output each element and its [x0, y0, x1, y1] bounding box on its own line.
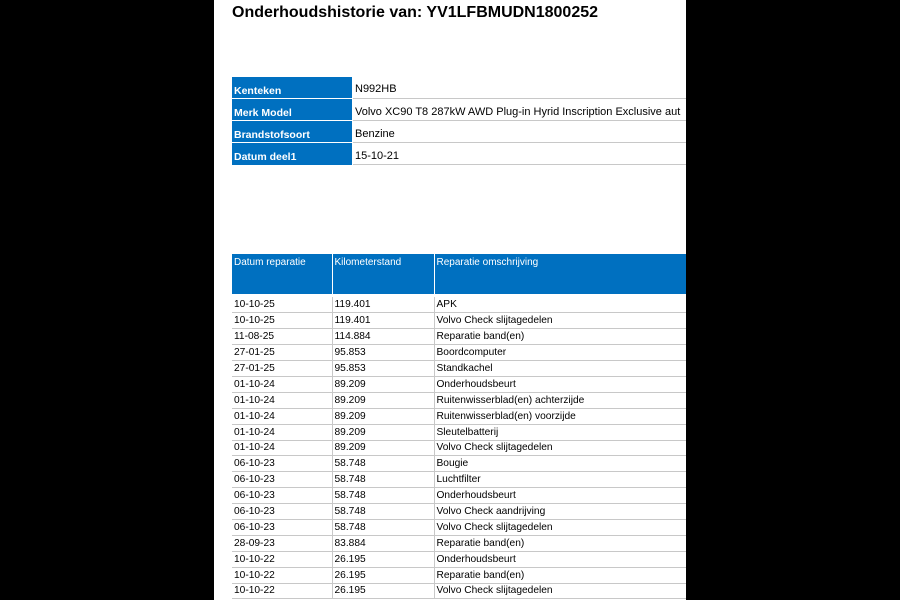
row-date: 10-10-22	[232, 567, 332, 583]
row-mileage: 58.748	[332, 519, 434, 535]
row-mileage: 83.884	[332, 535, 434, 551]
row-mileage: 58.748	[332, 456, 434, 472]
table-row	[232, 297, 686, 313]
table-row	[232, 551, 686, 567]
table-row	[232, 329, 686, 345]
vehicle-info-row	[232, 77, 686, 99]
row-date: 06-10-23	[232, 456, 332, 472]
row-mileage: 95.853	[332, 345, 434, 361]
table-row	[232, 440, 686, 456]
row-date: 06-10-23	[232, 472, 332, 488]
table-row	[232, 345, 686, 361]
row-mileage: 26.195	[332, 583, 434, 599]
row-date: 27-01-25	[232, 345, 332, 361]
row-mileage: 26.195	[332, 567, 434, 583]
row-date: 27-01-25	[232, 361, 332, 377]
row-description: Onderhoudsbeurt	[434, 376, 686, 392]
row-date: 01-10-24	[232, 424, 332, 440]
vehicle-info-label: Merk Model	[232, 99, 353, 121]
row-mileage: 89.209	[332, 392, 434, 408]
table-row	[232, 392, 686, 408]
vehicle-info-label: Kenteken	[232, 77, 353, 99]
row-mileage: 26.195	[332, 551, 434, 567]
row-date: 06-10-23	[232, 488, 332, 504]
row-description: Volvo Check slijtagedelen	[434, 313, 686, 329]
row-mileage: 58.748	[332, 488, 434, 504]
column-header-date: Datum reparatie	[232, 254, 332, 294]
page-title: Onderhoudshistorie van: YV1LFBMUDN1800252	[232, 4, 599, 21]
vehicle-info-row	[232, 143, 686, 165]
vehicle-info-label: Datum deel1	[232, 143, 353, 165]
row-description: Volvo Check aandrijving	[434, 504, 686, 520]
table-row	[232, 424, 686, 440]
row-description: Volvo Check slijtagedelen	[434, 440, 686, 456]
vehicle-info-row	[232, 121, 686, 143]
vehicle-info-label: Brandstofsoort	[232, 121, 353, 143]
table-row	[232, 408, 686, 424]
row-date: 11-08-25	[232, 329, 332, 345]
row-description: APK	[434, 297, 686, 313]
row-mileage: 95.853	[332, 361, 434, 377]
table-row	[232, 535, 686, 551]
table-row	[232, 313, 686, 329]
table-row	[232, 567, 686, 583]
row-date: 10-10-22	[232, 551, 332, 567]
row-mileage: 58.748	[332, 472, 434, 488]
row-mileage: 89.209	[332, 376, 434, 392]
row-description: Luchtfilter	[434, 472, 686, 488]
row-description: Bougie	[434, 456, 686, 472]
row-mileage: 119.401	[332, 313, 434, 329]
row-mileage: 114.884	[332, 329, 434, 345]
row-date: 01-10-24	[232, 392, 332, 408]
row-description: Ruitenwisserblad(en) achterzijde	[434, 392, 686, 408]
maintenance-history-table	[232, 254, 686, 599]
table-header-row	[232, 254, 686, 294]
row-description: Boordcomputer	[434, 345, 686, 361]
table-row	[232, 456, 686, 472]
row-mileage: 119.401	[332, 297, 434, 313]
row-description: Volvo Check slijtagedelen	[434, 519, 686, 535]
table-row	[232, 583, 686, 599]
row-date: 06-10-23	[232, 519, 332, 535]
table-row	[232, 504, 686, 520]
vehicle-info-value: Benzine	[353, 121, 687, 143]
table-row	[232, 376, 686, 392]
row-description: Reparatie band(en)	[434, 329, 686, 345]
row-description: Sleutelbatterij	[434, 424, 686, 440]
row-mileage: 58.748	[332, 504, 434, 520]
vehicle-info-value: Volvo XC90 T8 287kW AWD Plug-in Hyrid Inscription Exclusive aut	[353, 99, 687, 121]
vehicle-info-value: 15-10-21	[353, 143, 687, 165]
row-description: Reparatie band(en)	[434, 535, 686, 551]
row-description: Onderhoudsbeurt	[434, 551, 686, 567]
table-row	[232, 488, 686, 504]
column-header-mileage: Kilometerstand	[332, 254, 434, 294]
row-date: 06-10-23	[232, 504, 332, 520]
row-date: 01-10-24	[232, 440, 332, 456]
vehicle-info-table	[232, 76, 686, 165]
row-date: 01-10-24	[232, 376, 332, 392]
vehicle-info-row	[232, 99, 686, 121]
row-date: 10-10-25	[232, 313, 332, 329]
vehicle-info-value: N992HB	[353, 77, 687, 99]
column-header-description: Reparatie omschrijving	[434, 254, 686, 294]
row-date: 10-10-25	[232, 297, 332, 313]
row-description: Onderhoudsbeurt	[434, 488, 686, 504]
row-mileage: 89.209	[332, 424, 434, 440]
row-date: 28-09-23	[232, 535, 332, 551]
table-row	[232, 472, 686, 488]
row-description: Ruitenwisserblad(en) voorzijde	[434, 408, 686, 424]
document-page	[214, 0, 686, 600]
row-mileage: 89.209	[332, 440, 434, 456]
row-description: Reparatie band(en)	[434, 567, 686, 583]
row-date: 10-10-22	[232, 583, 332, 599]
row-date: 01-10-24	[232, 408, 332, 424]
row-mileage: 89.209	[332, 408, 434, 424]
row-description: Standkachel	[434, 361, 686, 377]
row-description: Volvo Check slijtagedelen	[434, 583, 686, 599]
table-row	[232, 519, 686, 535]
table-row	[232, 361, 686, 377]
